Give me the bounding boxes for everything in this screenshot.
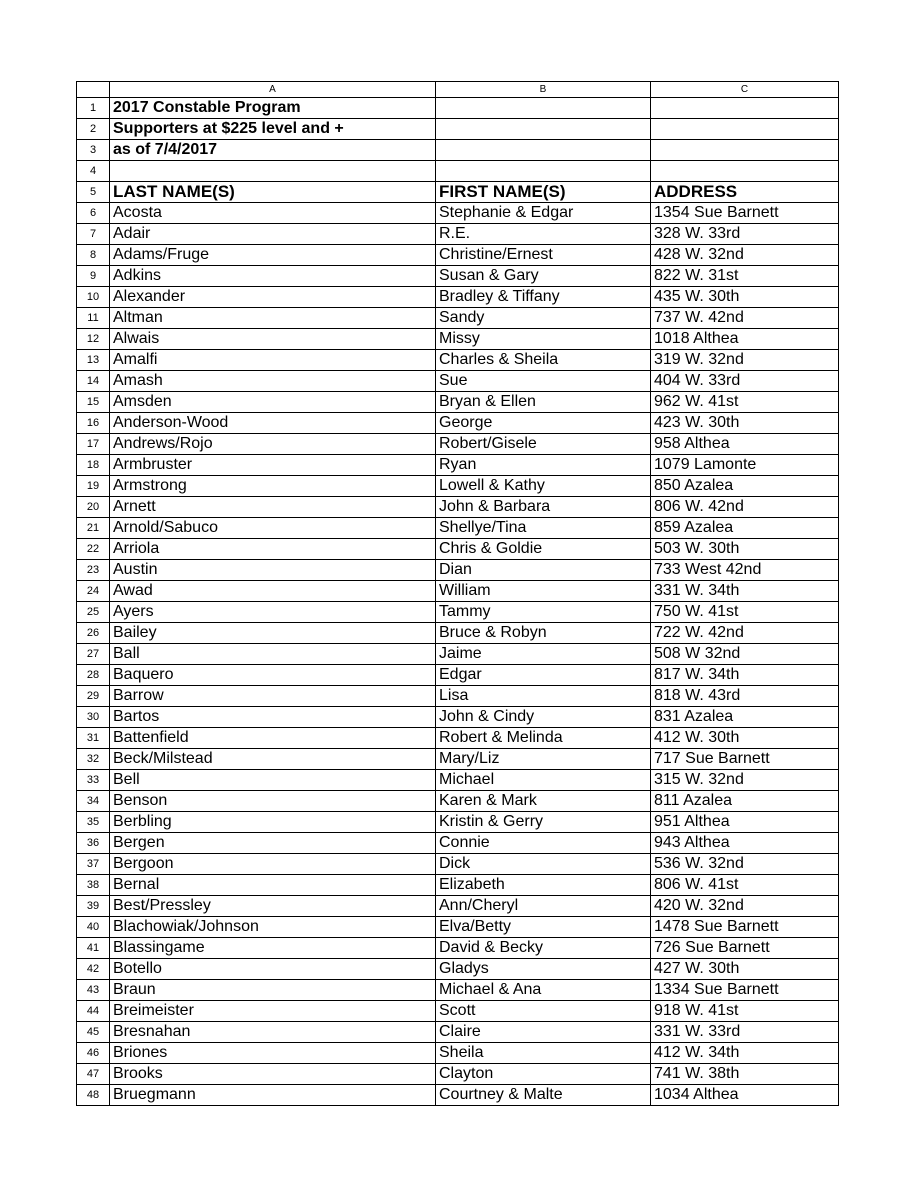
address-cell: 733 West 42nd [651,560,839,581]
last-name-cell: Bartos [110,707,436,728]
empty-cell [436,119,651,140]
table-row [77,392,839,413]
empty-cell [651,140,839,161]
first-name-cell: Tammy [436,602,651,623]
table-row [77,665,839,686]
table-row [77,854,839,875]
first-name-cell: Jaime [436,644,651,665]
last-name-cell: Briones [110,1043,436,1064]
table-row [77,602,839,623]
row-number: 13 [77,350,110,371]
first-name-cell: Connie [436,833,651,854]
row-number: 29 [77,686,110,707]
row-number: 9 [77,266,110,287]
first-name-cell: Elizabeth [436,875,651,896]
first-name-cell: Missy [436,329,651,350]
first-name-cell: Christine/Ernest [436,245,651,266]
first-name-cell: Bryan & Ellen [436,392,651,413]
last-name-cell: Altman [110,308,436,329]
table-row [77,350,839,371]
blank-row [77,161,839,182]
table-row [77,455,839,476]
header-last-names: LAST NAME(S) [110,182,436,203]
row-number: 46 [77,1043,110,1064]
row-number: 8 [77,245,110,266]
address-cell: 315 W. 32nd [651,770,839,791]
address-cell: 423 W. 30th [651,413,839,434]
address-cell: 806 W. 42nd [651,497,839,518]
address-cell: 850 Azalea [651,476,839,497]
table-row [77,833,839,854]
first-name-cell: John & Cindy [436,707,651,728]
address-cell: 831 Azalea [651,707,839,728]
table-row [77,497,839,518]
row-number: 4 [77,161,110,182]
last-name-cell: Barrow [110,686,436,707]
row-number: 45 [77,1022,110,1043]
last-name-cell: Adair [110,224,436,245]
row-number: 31 [77,728,110,749]
row-number: 20 [77,497,110,518]
first-name-cell: Elva/Betty [436,917,651,938]
first-name-cell: Gladys [436,959,651,980]
row-number: 16 [77,413,110,434]
last-name-cell: Bernal [110,875,436,896]
table-row [77,518,839,539]
first-name-cell: Robert/Gisele [436,434,651,455]
address-cell: 817 W. 34th [651,665,839,686]
last-name-cell: Bailey [110,623,436,644]
empty-cell [110,161,436,182]
empty-cell [436,161,651,182]
table-row [77,728,839,749]
row-number: 47 [77,1064,110,1085]
last-name-cell: Acosta [110,203,436,224]
table-row [77,770,839,791]
table-row [77,1022,839,1043]
row-number: 44 [77,1001,110,1022]
row-number: 27 [77,644,110,665]
table-row [77,476,839,497]
first-name-cell: Courtney & Malte [436,1085,651,1106]
row-number: 10 [77,287,110,308]
last-name-cell: Beck/Milstead [110,749,436,770]
last-name-cell: Baquero [110,665,436,686]
row-number: 25 [77,602,110,623]
empty-cell [436,140,651,161]
first-name-cell: Kristin & Gerry [436,812,651,833]
first-name-cell: Dian [436,560,651,581]
last-name-cell: Arnold/Sabuco [110,518,436,539]
last-name-cell: Adkins [110,266,436,287]
address-cell: 859 Azalea [651,518,839,539]
address-cell: 1334 Sue Barnett [651,980,839,1001]
address-cell: 319 W. 32nd [651,350,839,371]
last-name-cell: Ball [110,644,436,665]
last-name-cell: Amalfi [110,350,436,371]
address-cell: 503 W. 30th [651,539,839,560]
table-row [77,959,839,980]
row-number: 3 [77,140,110,161]
first-name-cell: Ryan [436,455,651,476]
last-name-cell: Braun [110,980,436,1001]
last-name-cell: Alwais [110,329,436,350]
table-row [77,560,839,581]
table-row [77,917,839,938]
address-cell: 420 W. 32nd [651,896,839,917]
last-name-cell: Best/Pressley [110,896,436,917]
address-cell: 1018 Althea [651,329,839,350]
corner-cell [77,82,110,98]
title-row [77,140,839,161]
row-number: 42 [77,959,110,980]
table-row [77,413,839,434]
first-name-cell: Sheila [436,1043,651,1064]
empty-cell [651,119,839,140]
address-cell: 951 Althea [651,812,839,833]
last-name-cell: Amsden [110,392,436,413]
address-cell: 412 W. 30th [651,728,839,749]
first-name-cell: William [436,581,651,602]
address-cell: 818 W. 43rd [651,686,839,707]
first-name-cell: Bruce & Robyn [436,623,651,644]
row-number: 21 [77,518,110,539]
first-name-cell: Charles & Sheila [436,350,651,371]
row-number: 39 [77,896,110,917]
row-number: 11 [77,308,110,329]
row-number: 33 [77,770,110,791]
row-number: 28 [77,665,110,686]
address-cell: 435 W. 30th [651,287,839,308]
table-row [77,1064,839,1085]
column-header-row [77,82,839,98]
empty-cell [651,161,839,182]
first-name-cell: Ann/Cheryl [436,896,651,917]
last-name-cell: Awad [110,581,436,602]
first-name-cell: Scott [436,1001,651,1022]
table-row [77,1043,839,1064]
empty-cell [651,98,839,119]
table-row [77,1085,839,1106]
last-name-cell: Arriola [110,539,436,560]
row-number: 32 [77,749,110,770]
last-name-cell: Anderson-Wood [110,413,436,434]
row-number: 26 [77,623,110,644]
address-cell: 328 W. 33rd [651,224,839,245]
last-name-cell: Blassingame [110,938,436,959]
table-row [77,581,839,602]
address-cell: 962 W. 41st [651,392,839,413]
first-name-cell: Lisa [436,686,651,707]
title-cell: Supporters at $225 level and + [110,119,436,140]
column-header-a: A [110,82,436,98]
last-name-cell: Adams/Fruge [110,245,436,266]
last-name-cell: Austin [110,560,436,581]
row-number: 2 [77,119,110,140]
address-cell: 1034 Althea [651,1085,839,1106]
address-cell: 737 W. 42nd [651,308,839,329]
row-number: 7 [77,224,110,245]
row-number: 14 [77,371,110,392]
row-number: 19 [77,476,110,497]
table-row [77,245,839,266]
table-row [77,875,839,896]
address-cell: 331 W. 33rd [651,1022,839,1043]
first-name-cell: Chris & Goldie [436,539,651,560]
address-cell: 918 W. 41st [651,1001,839,1022]
address-cell: 1354 Sue Barnett [651,203,839,224]
address-cell: 943 Althea [651,833,839,854]
row-number: 6 [77,203,110,224]
first-name-cell: Bradley & Tiffany [436,287,651,308]
row-number: 15 [77,392,110,413]
row-number: 1 [77,98,110,119]
address-cell: 722 W. 42nd [651,623,839,644]
title-cell: 2017 Constable Program [110,98,436,119]
last-name-cell: Ayers [110,602,436,623]
address-cell: 958 Althea [651,434,839,455]
first-name-cell: Edgar [436,665,651,686]
last-name-cell: Bell [110,770,436,791]
address-cell: 806 W. 41st [651,875,839,896]
row-number: 5 [77,182,110,203]
first-name-cell: Clayton [436,1064,651,1085]
last-name-cell: Battenfield [110,728,436,749]
first-name-cell: Michael [436,770,651,791]
last-name-cell: Brooks [110,1064,436,1085]
title-cell: as of 7/4/2017 [110,140,436,161]
last-name-cell: Armbruster [110,455,436,476]
first-name-cell: Mary/Liz [436,749,651,770]
row-number: 35 [77,812,110,833]
address-cell: 811 Azalea [651,791,839,812]
table-row [77,224,839,245]
address-cell: 822 W. 31st [651,266,839,287]
first-name-cell: R.E. [436,224,651,245]
table-row [77,1001,839,1022]
first-name-cell: Sandy [436,308,651,329]
last-name-cell: Breimeister [110,1001,436,1022]
address-cell: 428 W. 32nd [651,245,839,266]
empty-cell [436,98,651,119]
table-row [77,749,839,770]
table-row [77,791,839,812]
address-cell: 741 W. 38th [651,1064,839,1085]
first-name-cell: Michael & Ana [436,980,651,1001]
first-name-cell: Claire [436,1022,651,1043]
row-number: 34 [77,791,110,812]
row-number: 23 [77,560,110,581]
table-row [77,812,839,833]
row-number: 38 [77,875,110,896]
table-row [77,938,839,959]
table-row [77,266,839,287]
last-name-cell: Arnett [110,497,436,518]
row-number: 22 [77,539,110,560]
row-number: 36 [77,833,110,854]
row-number: 12 [77,329,110,350]
first-name-cell: Stephanie & Edgar [436,203,651,224]
table-row [77,371,839,392]
title-row [77,98,839,119]
header-address: ADDRESS [651,182,839,203]
first-name-cell: Dick [436,854,651,875]
address-cell: 331 W. 34th [651,581,839,602]
address-cell: 1079 Lamonte [651,455,839,476]
table-row [77,707,839,728]
last-name-cell: Bergoon [110,854,436,875]
first-name-cell: Robert & Melinda [436,728,651,749]
first-name-cell: George [436,413,651,434]
first-name-cell: John & Barbara [436,497,651,518]
first-name-cell: Karen & Mark [436,791,651,812]
row-number: 17 [77,434,110,455]
address-cell: 412 W. 34th [651,1043,839,1064]
address-cell: 404 W. 33rd [651,371,839,392]
table-row [77,434,839,455]
table-row [77,896,839,917]
table-row [77,329,839,350]
title-row [77,119,839,140]
address-cell: 427 W. 30th [651,959,839,980]
row-number: 24 [77,581,110,602]
table-row [77,287,839,308]
address-cell: 717 Sue Barnett [651,749,839,770]
column-header-b: B [436,82,651,98]
address-cell: 508 W 32nd [651,644,839,665]
last-name-cell: Bresnahan [110,1022,436,1043]
row-number: 37 [77,854,110,875]
row-number: 18 [77,455,110,476]
first-name-cell: Lowell & Kathy [436,476,651,497]
last-name-cell: Blachowiak/Johnson [110,917,436,938]
spreadsheet-table [76,81,839,1106]
table-row [77,623,839,644]
last-name-cell: Andrews/Rojo [110,434,436,455]
table-row [77,686,839,707]
row-number: 40 [77,917,110,938]
table-row [77,308,839,329]
column-header-c: C [651,82,839,98]
first-name-cell: David & Becky [436,938,651,959]
first-name-cell: Sue [436,371,651,392]
last-name-cell: Berbling [110,812,436,833]
last-name-cell: Bruegmann [110,1085,436,1106]
row-number: 43 [77,980,110,1001]
row-number: 30 [77,707,110,728]
last-name-cell: Bergen [110,833,436,854]
header-row [77,182,839,203]
header-first-names: FIRST NAME(S) [436,182,651,203]
table-row [77,644,839,665]
address-cell: 726 Sue Barnett [651,938,839,959]
last-name-cell: Benson [110,791,436,812]
address-cell: 536 W. 32nd [651,854,839,875]
address-cell: 750 W. 41st [651,602,839,623]
last-name-cell: Amash [110,371,436,392]
last-name-cell: Botello [110,959,436,980]
first-name-cell: Shellye/Tina [436,518,651,539]
last-name-cell: Alexander [110,287,436,308]
row-number: 41 [77,938,110,959]
table-row [77,203,839,224]
first-name-cell: Susan & Gary [436,266,651,287]
spreadsheet-body [77,82,839,1106]
row-number: 48 [77,1085,110,1106]
address-cell: 1478 Sue Barnett [651,917,839,938]
table-row [77,539,839,560]
last-name-cell: Armstrong [110,476,436,497]
table-row [77,980,839,1001]
